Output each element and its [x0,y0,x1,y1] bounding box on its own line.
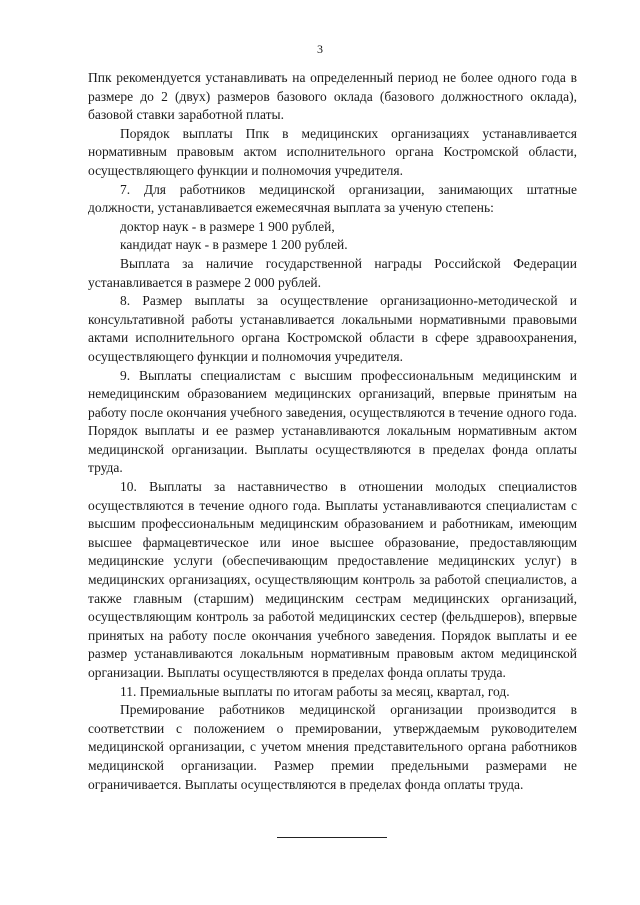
paragraph-ppk-recommendation: Ппк рекомендуется устанавливать на определенный период не более одного года в размере до 2 (двух) размеров базового оклада (базового должностного оклада), базовой ставки заработной платы. [88,70,577,123]
page-number: 3 [317,42,323,56]
paragraph-ppk-procedure: Порядок выплаты Ппк в медицинских организациях устанавливается нормативным правовым актом исполнительного органа Костромской области, осуществляющего функции и полномочия учредителя. [88,125,577,178]
paragraph-item-8: 8. Размер выплаты за осуществление организационно-методической и консультативной работы устанавливается локальными нормативными правовыми актами исполнительного органа Костромской области в сфере здравоохранения, осуществляющего функции и полномочия учредителя. [88,293,577,364]
document-body [88,69,577,794]
paragraph-item-9: 9. Выплаты специалистам с высшим профессиональным медицинским и немедицинским образованием медицинских организаций, впервые принятым на работу после окончания учебного заведения, осуществляются в течение одного года. Порядок выплаты и ее размер устанавливаются локальным нормативным актом медицинской организации. Выплаты осуществляются в пределах фонда оплаты труда. [88,367,577,476]
paragraph-item-11: 11. Премиальные выплаты по итогам работы за месяц, квартал, год. [120,683,510,699]
paragraph-bonus: Премирование работников медицинской организации производится в соответствии с положением о премировании, утверждаемым руководителем медицинской организации, с учетом мнения представительного органа работников медицинской организации. Размер премии предельными размерами не ограничивается. Выплаты осуществляются в пределах фонда оплаты труда. [88,702,577,792]
end-divider [277,837,387,838]
paragraph-candidate-of-sciences: кандидат наук - в размере 1 200 рублей. [120,237,348,253]
paragraph-doctor-of-sciences: доктор наук - в размере 1 900 рублей, [120,218,335,234]
paragraph-item-7: 7. Для работников медицинской организации, занимающих штатные должности, устанавливается ежемесячная выплата за ученую степень: [88,181,577,216]
paragraph-item-10: 10. Выплаты за наставничество в отношении молодых специалистов осуществляются в течение одного года. Выплаты устанавливаются специалистам с высшим профессиональным медицинским образованием и работникам, имеющим высшее фармацевтическое или иное высшее образование, предоставляющим медицинские услуги (обеспечивающим предоставление медицинских услуг) в медицинских организациях, осуществляющим контроль за работой специалистов, а также главным (старшим) медицинским сестрам медицинских организаций, осуществляющим контроль за работой медицинских сестер (фельдшеров), впервые принятых на работу после окончания учебного заведения. Порядок выплаты и ее размер устанавливаются локальным нормативным правовым актом медицинской организации. Выплаты осуществляются в пределах фонда оплаты труда. [88,479,577,680]
paragraph-state-award: Выплата за наличие государственной награды Российской Федерации устанавливается в размере 2 000 рублей. [88,255,577,290]
